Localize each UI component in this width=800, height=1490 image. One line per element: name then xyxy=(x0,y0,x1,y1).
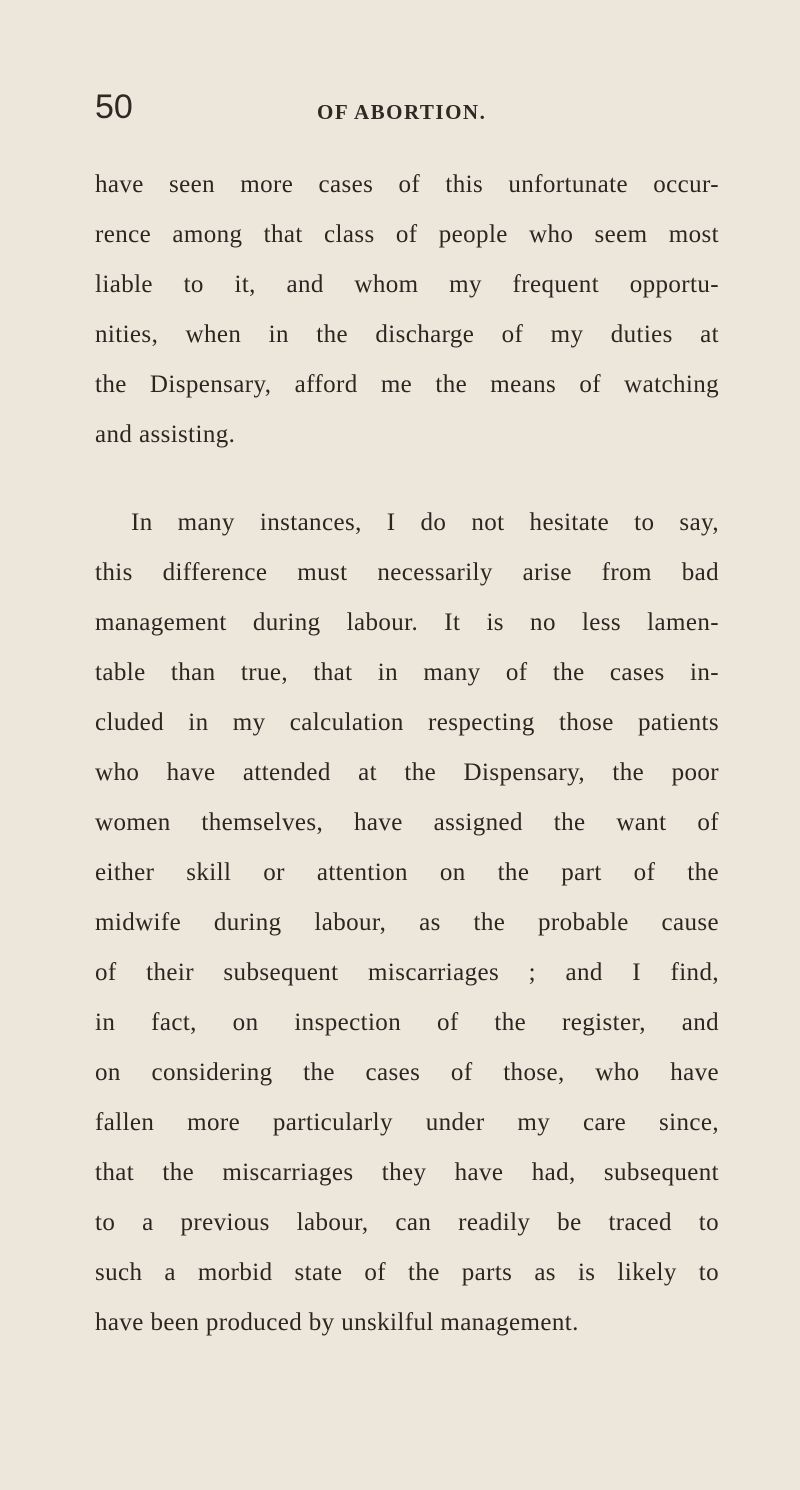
text-line: this difference must necessarily arise from bad xyxy=(95,559,719,586)
running-title: OF ABORTION. xyxy=(317,100,487,124)
text-line: management during labour. It is no less lamen- xyxy=(95,609,719,636)
text-line: have been produced by unskilful management. xyxy=(95,1309,579,1336)
text-line: to a previous labour, can readily be traced to xyxy=(95,1209,719,1236)
page-number: 50 xyxy=(95,88,133,126)
body-text xyxy=(95,160,719,1348)
text-line: cluded in my calculation respecting those patients xyxy=(95,709,719,736)
text-line: table than true, that in many of the cases in- xyxy=(95,659,719,686)
text-line: have seen more cases of this unfortunate occur- xyxy=(95,171,719,198)
text-line: women themselves, have assigned the want of xyxy=(95,809,719,836)
text-line: on considering the cases of those, who have xyxy=(95,1059,719,1086)
paragraph-2 xyxy=(95,498,719,1348)
text-line: either skill or attention on the part of the xyxy=(95,859,719,886)
text-line: nities, when in the discharge of my duties at xyxy=(95,321,719,348)
text-line: of their subsequent miscarriages ; and I find, xyxy=(95,959,719,986)
paragraph-1 xyxy=(95,160,719,460)
text-line: the Dispensary, afford me the means of watching xyxy=(95,371,719,398)
text-line: in fact, on inspection of the register, and xyxy=(95,1009,719,1036)
text-line: such a morbid state of the parts as is likely to xyxy=(95,1259,719,1286)
paragraph-gap xyxy=(95,460,719,498)
text-line: fallen more particularly under my care since, xyxy=(95,1109,719,1136)
text-line: and assisting. xyxy=(95,421,236,448)
running-head xyxy=(95,88,715,128)
text-line: In many instances, I do not hesitate to say, xyxy=(131,509,719,536)
text-line: midwife during labour, as the probable cause xyxy=(95,909,719,936)
text-line: who have attended at the Dispensary, the poor xyxy=(95,759,719,786)
text-line: liable to it, and whom my frequent opportu- xyxy=(95,271,719,298)
text-line: that the miscarriages they have had, subsequent xyxy=(95,1159,719,1186)
text-line: rence among that class of people who seem most xyxy=(95,221,719,248)
